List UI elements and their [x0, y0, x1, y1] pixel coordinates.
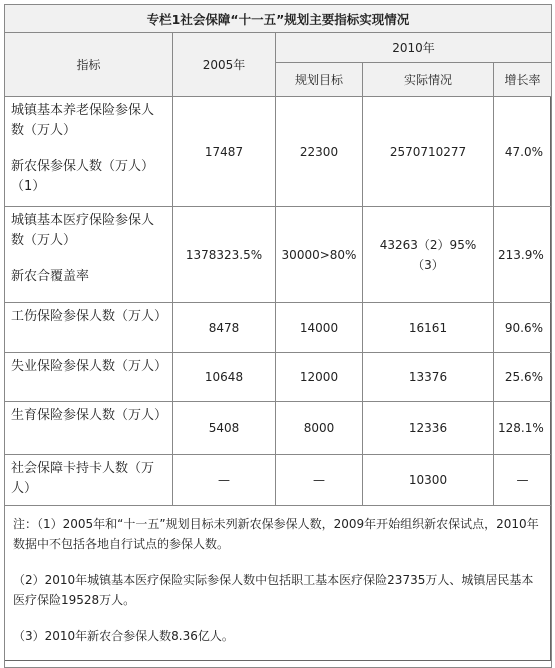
value-2005: 8478	[173, 303, 276, 353]
value-2005: 10648	[173, 353, 276, 402]
header-indicator: 指标	[5, 33, 173, 97]
value-growth: —	[494, 455, 552, 506]
value-actual: 2570710277	[363, 97, 494, 207]
value-growth: 213.9%	[494, 207, 552, 303]
actual-line: 43263（2）95%	[379, 237, 477, 252]
indicator-cell: 社会保障卡持卡人数（万人）	[5, 455, 173, 506]
value-2005: 5408	[173, 402, 276, 455]
value-growth: 128.1%	[494, 402, 552, 455]
value-plan: 14000	[276, 303, 363, 353]
header-2005: 2005年	[173, 33, 276, 97]
indicator-cell: 工伤保险参保人数（万人）	[5, 303, 173, 353]
indicator-cell	[5, 207, 173, 303]
indicator-cell	[5, 97, 173, 207]
value-growth: 47.0%	[494, 97, 552, 207]
note-2: （2）2010年城镇基本医疗保险实际参保人数中包括职工基本医疗保险23735万人、城镇居民基本医疗保险19528万人。	[13, 573, 534, 607]
header-actual: 实际情况	[363, 63, 494, 97]
value-actual: 16161	[363, 303, 494, 353]
table-row	[5, 303, 552, 353]
value-2005: —	[173, 455, 276, 506]
indicator-text: 城镇基本养老保险参保人数（万人）	[11, 103, 155, 138]
note-1: 注：（1）2005年和“十一五”规划目标未列新农保参保人数，2009年开始组织新农保试点，2010年数据中不包括各地自行试点的参保人数。	[13, 517, 539, 551]
table-row	[5, 353, 552, 402]
value-growth: 25.6%	[494, 353, 552, 402]
value-plan: 30000>80%	[276, 207, 363, 303]
table-row	[5, 402, 552, 455]
value-actual: 10300	[363, 455, 494, 506]
header-plan: 规划目标	[276, 63, 363, 97]
table-row	[5, 207, 552, 303]
header-2010: 2010年	[276, 33, 552, 63]
value-2005: 1378323.5%	[173, 207, 276, 303]
indicator-text: 新农合覆盖率	[11, 269, 90, 284]
table-row	[5, 455, 552, 506]
table-title: 专栏1社会保障“十一五”规划主要指标实现情况	[5, 5, 552, 33]
notes-row	[5, 506, 552, 668]
note-3: （3）2010年新农合参保人数8.36亿人。	[13, 629, 234, 643]
value-plan: —	[276, 455, 363, 506]
value-growth: 90.6%	[494, 303, 552, 353]
title-row	[5, 5, 552, 33]
notes-cell	[5, 506, 552, 668]
value-actual	[363, 207, 494, 303]
indicator-cell: 生育保险参保人数（万人）	[5, 402, 173, 455]
actual-line: （3）	[412, 257, 444, 272]
value-actual: 13376	[363, 353, 494, 402]
value-plan: 22300	[276, 97, 363, 207]
header-row-1	[5, 33, 552, 63]
value-plan: 8000	[276, 402, 363, 455]
value-actual: 12336	[363, 402, 494, 455]
indicator-text: 城镇基本医疗保险参保人数（万人）	[11, 213, 155, 248]
header-growth: 增长率	[494, 63, 552, 97]
value-2005: 17487	[173, 97, 276, 207]
indicators-table	[4, 4, 552, 668]
value-plan: 12000	[276, 353, 363, 402]
indicator-text: 新农保参保人数（万人）（1）	[11, 159, 155, 194]
table-row	[5, 97, 552, 207]
indicator-cell: 失业保险参保人数（万人）	[5, 353, 173, 402]
